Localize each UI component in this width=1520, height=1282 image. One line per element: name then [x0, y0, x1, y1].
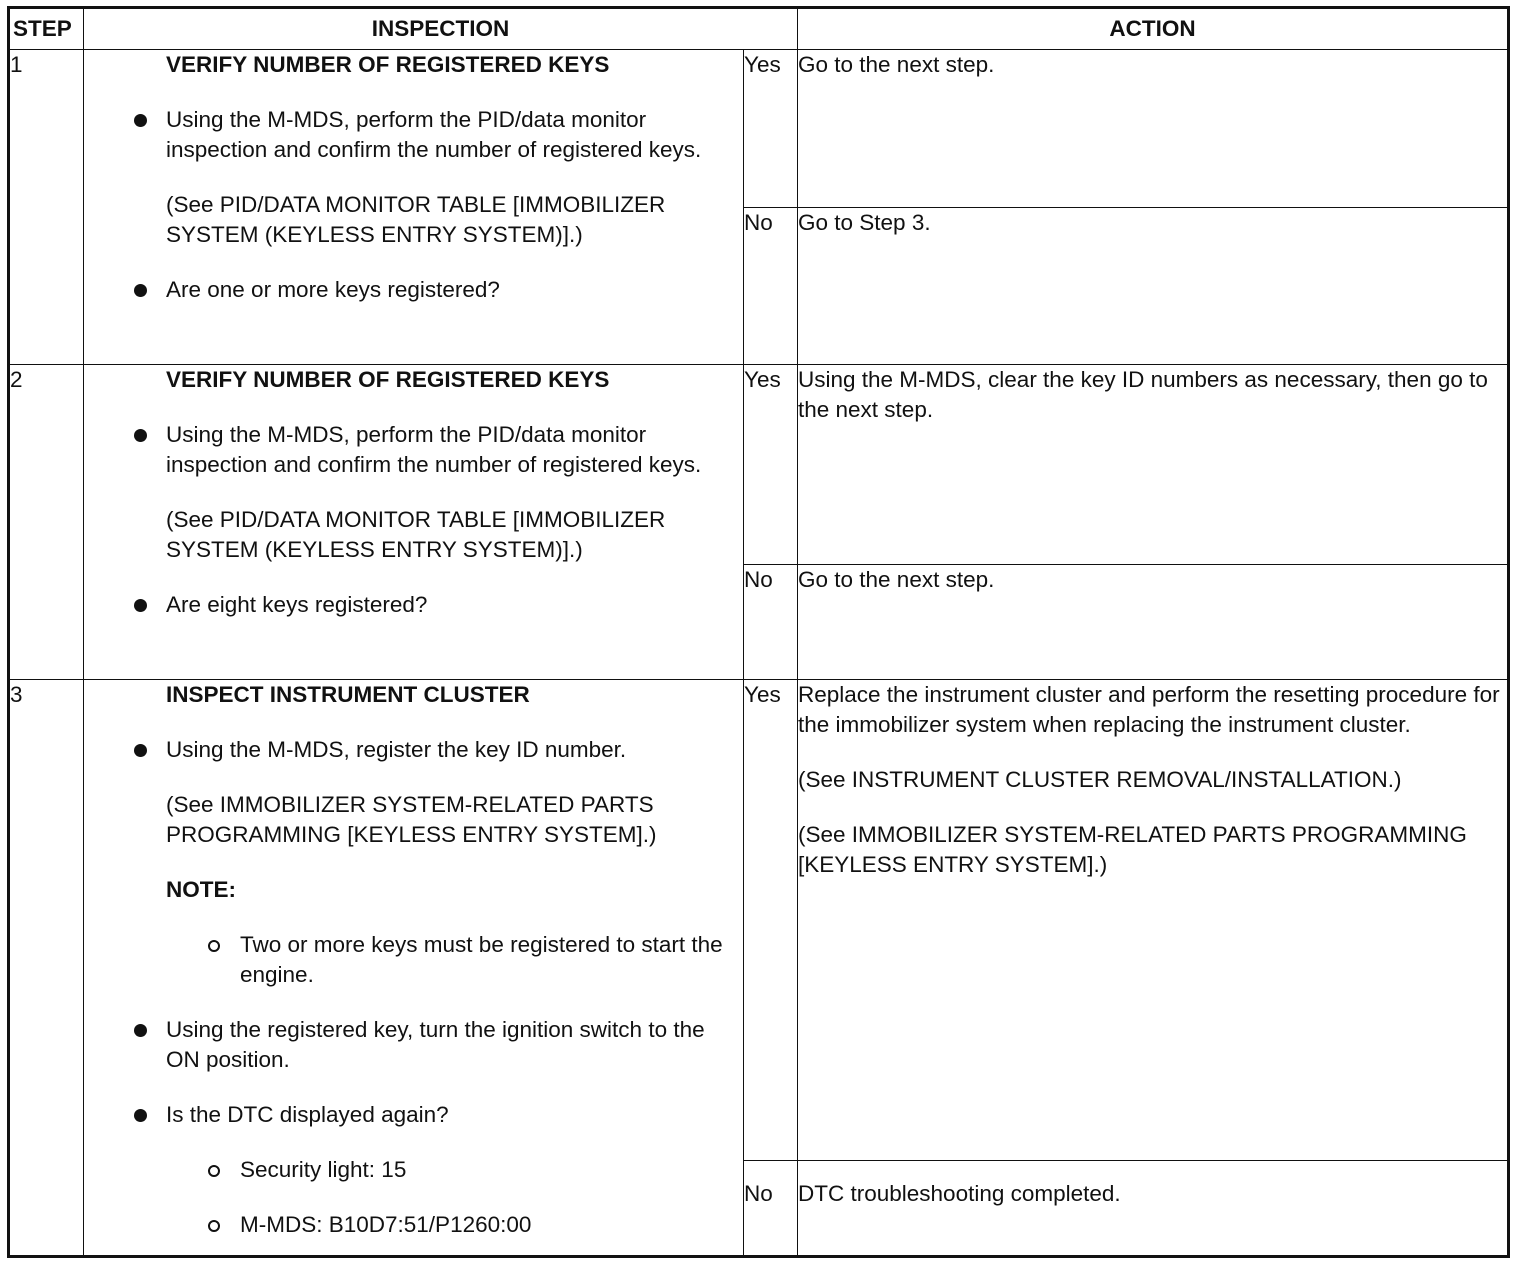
step-1-no-action: Go to Step 3. [798, 208, 1509, 365]
troubleshooting-table [7, 6, 1510, 1258]
step-1-yes-action: Go to the next step. [798, 50, 1509, 208]
sub-bullet-text: Two or more keys must be registered to start the engine. [240, 932, 723, 987]
step-1-yes-row [9, 50, 1509, 208]
step-3-inspection [84, 680, 744, 1257]
sub-bullet-text: Security light: 15 [240, 1157, 407, 1182]
step-2-number: 2 [9, 365, 84, 680]
hollow-bullet-icon [208, 940, 220, 952]
header-action: ACTION [798, 8, 1509, 50]
step-2-bullet-1 [84, 420, 743, 480]
hollow-bullet-icon [208, 1220, 220, 1232]
step-3-no-action: DTC troubleshooting completed. [798, 1161, 1509, 1257]
bullet-dot-icon [134, 1109, 147, 1122]
header-row [9, 8, 1509, 50]
step-2-yes-action: Using the M-MDS, clear the key ID numbers as necessary, then go to the next step. [798, 365, 1509, 565]
bullet-dot-icon [134, 744, 147, 757]
bullet-text: Is the DTC displayed again? [166, 1102, 449, 1127]
bullet-text: Are eight keys registered? [166, 592, 428, 617]
header-step: STEP [9, 8, 84, 50]
step-3-sub-2 [84, 1210, 743, 1240]
step-3-bullet-3 [84, 1100, 743, 1130]
step-3-note-label: NOTE: [166, 877, 236, 902]
step-3-sub-1 [84, 1155, 743, 1185]
sub-bullet-text: M-MDS: B10D7:51/P1260:00 [240, 1212, 532, 1237]
step-3-note-item [84, 930, 743, 990]
bullet-text: Using the M-MDS, perform the PID/data monitor inspection and confirm the number of registered keys. [166, 422, 702, 477]
step-1-yes-label: Yes [744, 50, 798, 208]
hollow-bullet-icon [208, 1165, 220, 1177]
step-2-reference: (See PID/DATA MONITOR TABLE [IMMOBILIZER SYSTEM (KEYLESS ENTRY SYSTEM)].) [166, 507, 666, 562]
step-1-bullet-2 [84, 275, 743, 305]
bullet-text: Are one or more keys registered? [166, 277, 500, 302]
step-2-yes-label: Yes [744, 365, 798, 565]
step-3-title: INSPECT INSTRUMENT CLUSTER [166, 682, 530, 707]
step-3-yes-row [9, 680, 1509, 1161]
bullet-text: Using the M-MDS, perform the PID/data monitor inspection and confirm the number of registered keys. [166, 107, 702, 162]
step-3-bullet-2 [84, 1015, 743, 1075]
step-1-bullet-1 [84, 105, 743, 165]
bullet-dot-icon [134, 429, 147, 442]
bullet-text: Using the M-MDS, register the key ID number. [166, 737, 627, 762]
bullet-dot-icon [134, 1024, 147, 1037]
step-2-bullet-2 [84, 590, 743, 620]
step-2-no-action: Go to the next step. [798, 565, 1509, 680]
step-3-bullet-1 [84, 735, 743, 765]
step-3-no-label: No [744, 1161, 798, 1257]
step-3-yes-action-cell [798, 680, 1509, 1161]
step-3-reference: (See IMMOBILIZER SYSTEM-RELATED PARTS PROGRAMMING [KEYLESS ENTRY SYSTEM].) [166, 792, 657, 847]
step-1-title: VERIFY NUMBER OF REGISTERED KEYS [166, 52, 610, 77]
step-3-number: 3 [9, 680, 84, 1257]
step-1-no-label: No [744, 208, 798, 365]
bullet-dot-icon [134, 599, 147, 612]
step-1-number: 1 [9, 50, 84, 365]
step-3-yes-reference-2: (See IMMOBILIZER SYSTEM-RELATED PARTS PROGRAMMING [KEYLESS ENTRY SYSTEM].) [798, 822, 1467, 877]
header-inspection: INSPECTION [84, 8, 798, 50]
step-1-reference: (See PID/DATA MONITOR TABLE [IMMOBILIZER SYSTEM (KEYLESS ENTRY SYSTEM)].) [166, 192, 666, 247]
bullet-dot-icon [134, 284, 147, 297]
bullet-text: Using the registered key, turn the ignition switch to the ON position. [166, 1017, 705, 1072]
bullet-dot-icon [134, 114, 147, 127]
step-3-yes-action: Replace the instrument cluster and perform the resetting procedure for the immobilizer system when replacing the instrument cluster. [798, 682, 1500, 737]
step-1-inspection [84, 50, 744, 365]
step-2-yes-row [9, 365, 1509, 565]
step-2-no-label: No [744, 565, 798, 680]
step-2-inspection [84, 365, 744, 680]
step-2-title: VERIFY NUMBER OF REGISTERED KEYS [166, 367, 610, 392]
step-3-yes-label: Yes [744, 680, 798, 1161]
step-3-yes-reference-1: (See INSTRUMENT CLUSTER REMOVAL/INSTALLATION.) [798, 767, 1402, 792]
